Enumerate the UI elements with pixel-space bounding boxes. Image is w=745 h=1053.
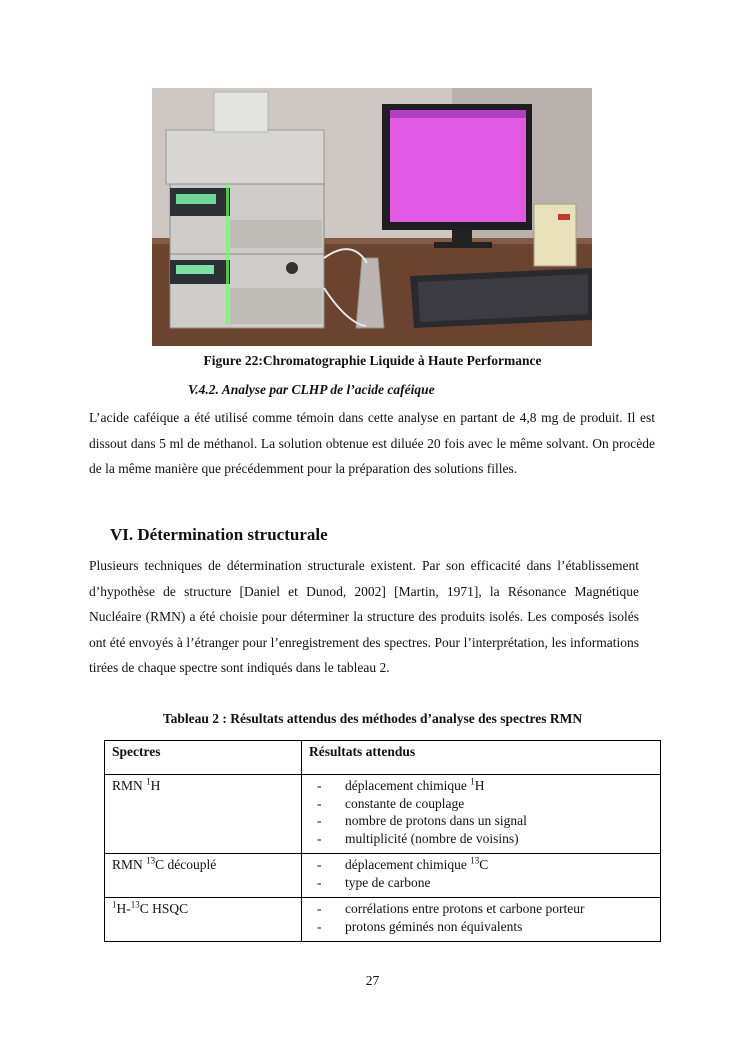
results-cell — [302, 898, 661, 942]
list-item: - nombre de protons dans un signal — [309, 812, 653, 830]
page-number: 27 — [365, 973, 380, 988]
paragraph-structural: Plusieurs techniques de détermination structurale existent. Par son efficacité dans l’établissement d’hypothèse de structure [Daniel et Dunod, 2002] [Martin, 1971], la Résonance Magnétique Nucléaire (RMN) a été choisie pour déterminer la structure des produits isolés. Les composés isolés ont été envoyés à l’étranger pour l’enregistrement des spectres. Pour l’interprétation, les informations tirées de chaque spectre sont indiqués dans le tableau 2. — [89, 558, 639, 676]
header-spectres: Spectres — [105, 741, 302, 775]
table-row — [105, 898, 661, 942]
subsection-title: V.4.2. Analyse par CLHP de l’acide caféique — [188, 382, 435, 397]
list-item: - corrélations entre protons et carbone porteur — [309, 900, 653, 918]
list-item: - protons géminés non équivalents — [309, 918, 653, 936]
list-item: - constante de couplage — [309, 795, 653, 813]
spectre-cell: RMN $^{13}$C découplé — [105, 854, 302, 898]
table-caption: Tableau 2 : Résultats attendus des méthodes d’analyse des spectres RMN — [162, 711, 583, 726]
list-item: - multiplicité (nombre de voisins) — [309, 830, 653, 848]
section-title: VI. Détermination structurale — [110, 525, 328, 544]
spectre-cell: RMN $^1$H — [105, 775, 302, 854]
header-resultats: Résultats attendus — [302, 741, 661, 775]
hplc-photo — [152, 88, 592, 346]
table-header-row — [105, 741, 661, 775]
results-cell — [302, 854, 661, 898]
figure-caption: Figure 22:Chromatographie Liquide à Haute Performance — [203, 353, 542, 368]
list-item: - type de carbone — [309, 874, 653, 892]
results-cell — [302, 775, 661, 854]
paragraph-caffeic-acid: L’acide caféique a été utilisé comme témoin dans cette analyse en partant de 4,8 mg de produit. Il est dissout dans 5 ml de méthanol. La solution obtenue est diluée 20 fois avec le même solvant. On procède de la même manière que précédemment pour la préparation des solutions filles. — [89, 410, 655, 477]
list-item: - déplacement chimique $^{13}$C — [309, 856, 653, 874]
table-row — [105, 854, 661, 898]
list-item: - déplacement chimique $^1$H — [309, 777, 653, 795]
spectre-cell: $^1$H-$^{13}$C HSQC — [105, 898, 302, 942]
table-row — [105, 775, 661, 854]
results-table — [104, 740, 661, 942]
